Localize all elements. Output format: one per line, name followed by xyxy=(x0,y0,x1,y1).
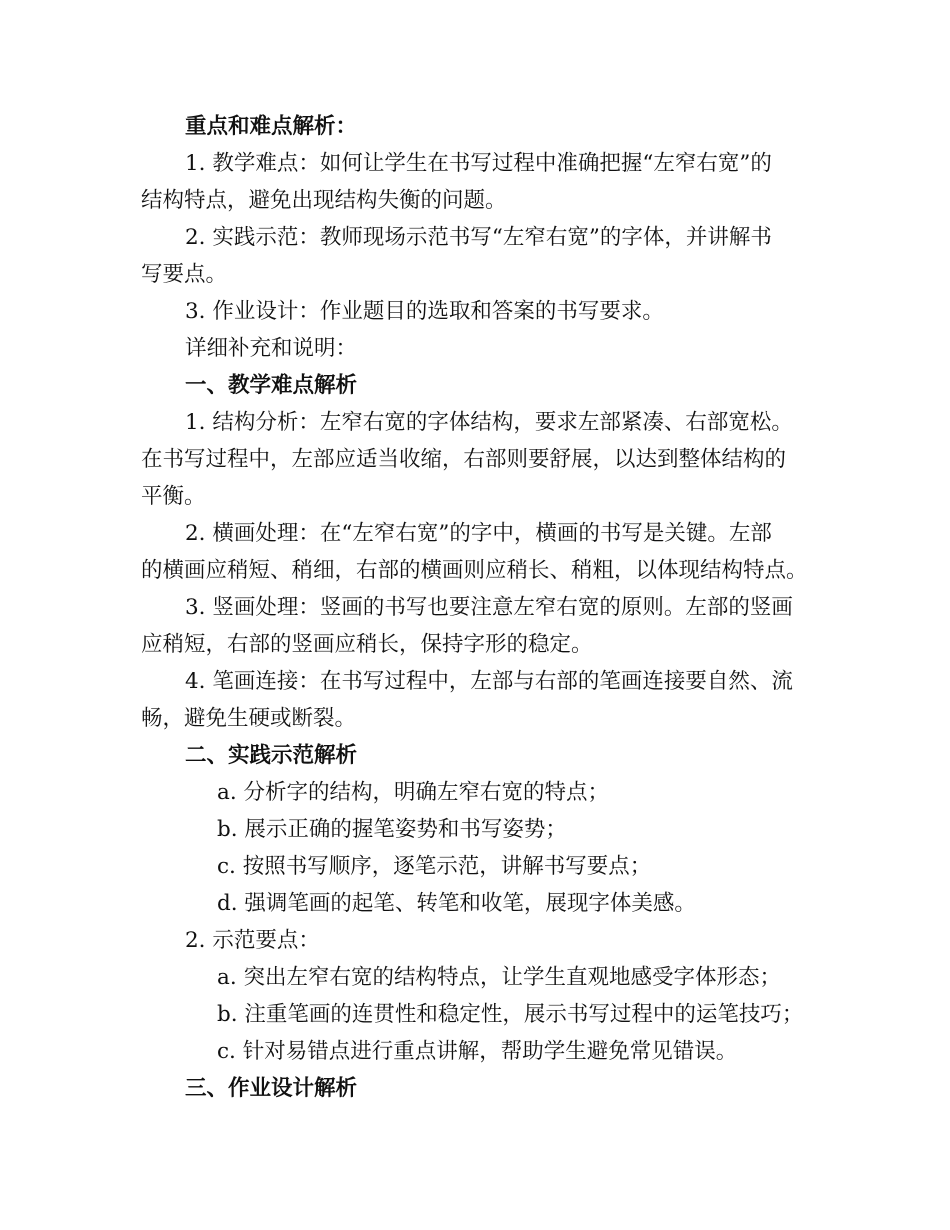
section-2-list-b-item: a. 突出左窄右宽的结构特点，让学生直观地感受字体形态； xyxy=(217,965,781,990)
section-2-point-2: 2. 示范要点： xyxy=(185,928,320,953)
summary-item-2-line-1: 2. 实践示范：教师现场示范书写“左窄右宽”的字体，并讲解书 xyxy=(185,225,772,250)
section-1-heading: 一、教学难点解析 xyxy=(185,373,358,398)
summary-item-1-line-1: 1. 教学难点：如何让学生在书写过程中准确把握“左窄右宽”的 xyxy=(185,151,772,176)
summary-item-2-line-2: 写要点。 xyxy=(141,262,228,287)
section-2-list-b-item: b. 注重笔画的连贯性和稳定性，展示书写过程中的运笔技巧； xyxy=(217,1002,804,1027)
section-1-paragraph-4-line-1: 4. 笔画连接：在书写过程中，左部与右部的笔画连接要自然、流 xyxy=(185,669,793,694)
main-heading: 重点和难点解析： xyxy=(185,114,358,139)
summary-item-1-line-2: 结构特点，避免出现结构失衡的问题。 xyxy=(141,188,507,213)
section-2-list-a-item: c. 按照书写顺序，逐笔示范，讲解书写要点； xyxy=(217,854,652,879)
section-2-list-a-item: a. 分析字的结构，明确左窄右宽的特点； xyxy=(217,780,609,805)
section-1-paragraph-3-line-1: 3. 竖画处理：竖画的书写也要注意左窄右宽的原则。左部的竖画 xyxy=(185,595,793,620)
section-1-paragraph-1-line-3: 平衡。 xyxy=(141,484,206,509)
section-1-paragraph-3-line-2: 应稍短，右部的竖画应稍长，保持字形的稳定。 xyxy=(141,632,593,657)
section-1-paragraph-1-line-2: 在书写过程中，左部应适当收缩，右部则要舒展，以达到整体结构的 xyxy=(141,447,787,472)
section-2-list-a-item: d. 强调笔画的起笔、转笔和收笔，展现字体美感。 xyxy=(217,891,696,916)
section-1-paragraph-4-line-2: 畅，避免生硬或断裂。 xyxy=(141,706,357,731)
section-3-heading: 三、作业设计解析 xyxy=(185,1076,358,1101)
section-1-paragraph-1-line-1: 1. 结构分析：左窄右宽的字体结构，要求左部紧凑、右部宽松。 xyxy=(185,410,793,435)
supplement-label: 详细补充和说明： xyxy=(185,336,358,361)
section-2-heading: 二、实践示范解析 xyxy=(185,743,358,768)
section-1-paragraph-2-line-1: 2. 横画处理：在“左窄右宽”的字中，横画的书写是关键。左部 xyxy=(185,521,772,546)
section-2-list-a-item: b. 展示正确的握笔姿势和书写姿势； xyxy=(217,817,567,842)
summary-item-3: 3. 作业设计：作业题目的选取和答案的书写要求。 xyxy=(185,299,664,324)
section-2-list-b-item: c. 针对易错点进行重点讲解，帮助学生避免常见错误。 xyxy=(217,1039,738,1064)
section-1-paragraph-2-line-2: 的横画应稍短、稍细，右部的横画则应稍长、稍粗，以体现结构特点。 xyxy=(141,558,808,583)
